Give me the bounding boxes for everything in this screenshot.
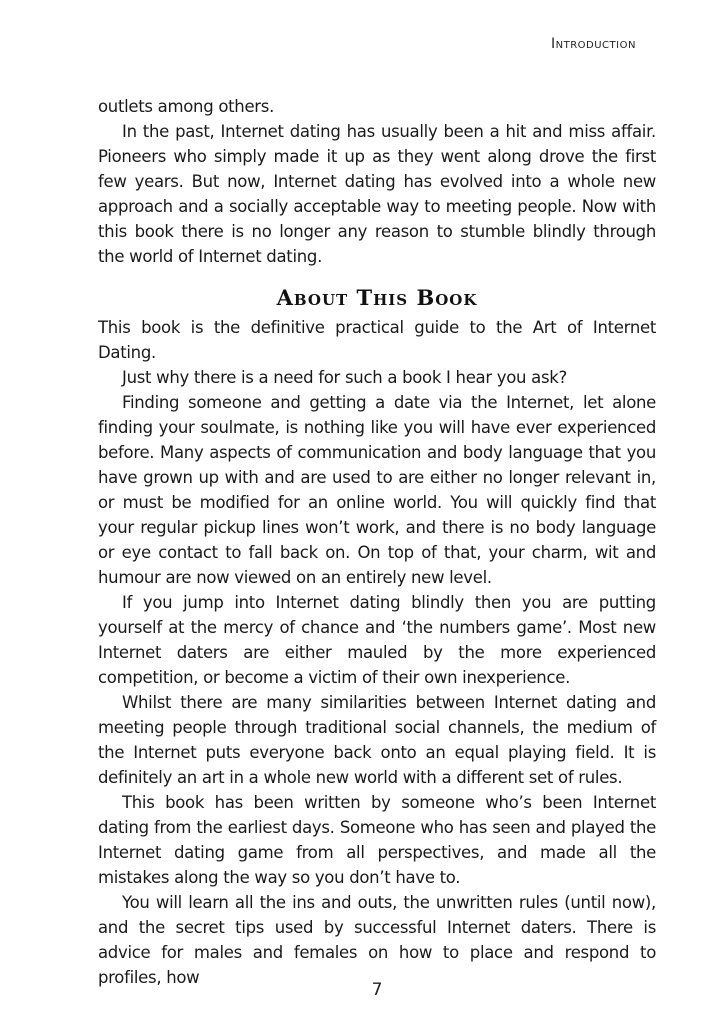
paragraph: If you jump into Internet dating blindly then you are putting yourself at the mercy of chance and ‘the numbers game’. Most new Internet daters are either mauled by the more experienced competition, or become a victim of their own inexperience. (98, 593, 656, 687)
running-head: Introduction (551, 36, 636, 52)
paragraph: Whilst there are many similarities between Internet dating and meeting people through traditional social channels, the medium of the Internet puts everyone back onto an equal playing field. It is definitely an art in a whole new world with a different set of rules. (98, 693, 656, 787)
top-text-block (98, 94, 656, 269)
main-text-block (98, 315, 656, 990)
paragraph: You will learn all the ins and outs, the unwritten rules (until now), and the secret tips used by successful Internet daters. There is advice for males and females on how to place and respond to profiles, how (98, 893, 656, 987)
page-number: 7 (371, 980, 383, 1000)
paragraph-continuation: outlets among others. (98, 97, 275, 116)
section-heading: About This Book (276, 285, 478, 310)
paragraph: Just why there is a need for such a book I hear you ask? (122, 368, 567, 387)
paragraph: Finding someone and getting a date via the Internet, let alone finding your soulmate, is nothing like you will have ever experienced before. Many aspects of communication and body language that you have grown up with and are used to are either no longer relevant in, or must be modified for an online world. You will quickly find that your regular pickup lines won’t work, and there is no body language or eye contact to fall back on. On top of that, your charm, wit and humour are now viewed on an entirely new level. (98, 393, 656, 587)
paragraph: This book has been written by someone who’s been Internet dating from the earliest days. Someone who has seen and played the Internet dating game from all perspectives, and made all the mistakes along the way so you don’t have to. (98, 793, 656, 887)
paragraph: This book is the definitive practical guide to the Art of Internet Dating. (98, 318, 656, 362)
paragraph: In the past, Internet dating has usually been a hit and miss affair. Pioneers who simply made it up as they went along drove the first few years. But now, Internet dating has evolved into a whole new approach and a socially acceptable way to meeting people. Now with this book there is no longer any reason to stumble blindly through the world of Internet dating. (98, 122, 656, 266)
